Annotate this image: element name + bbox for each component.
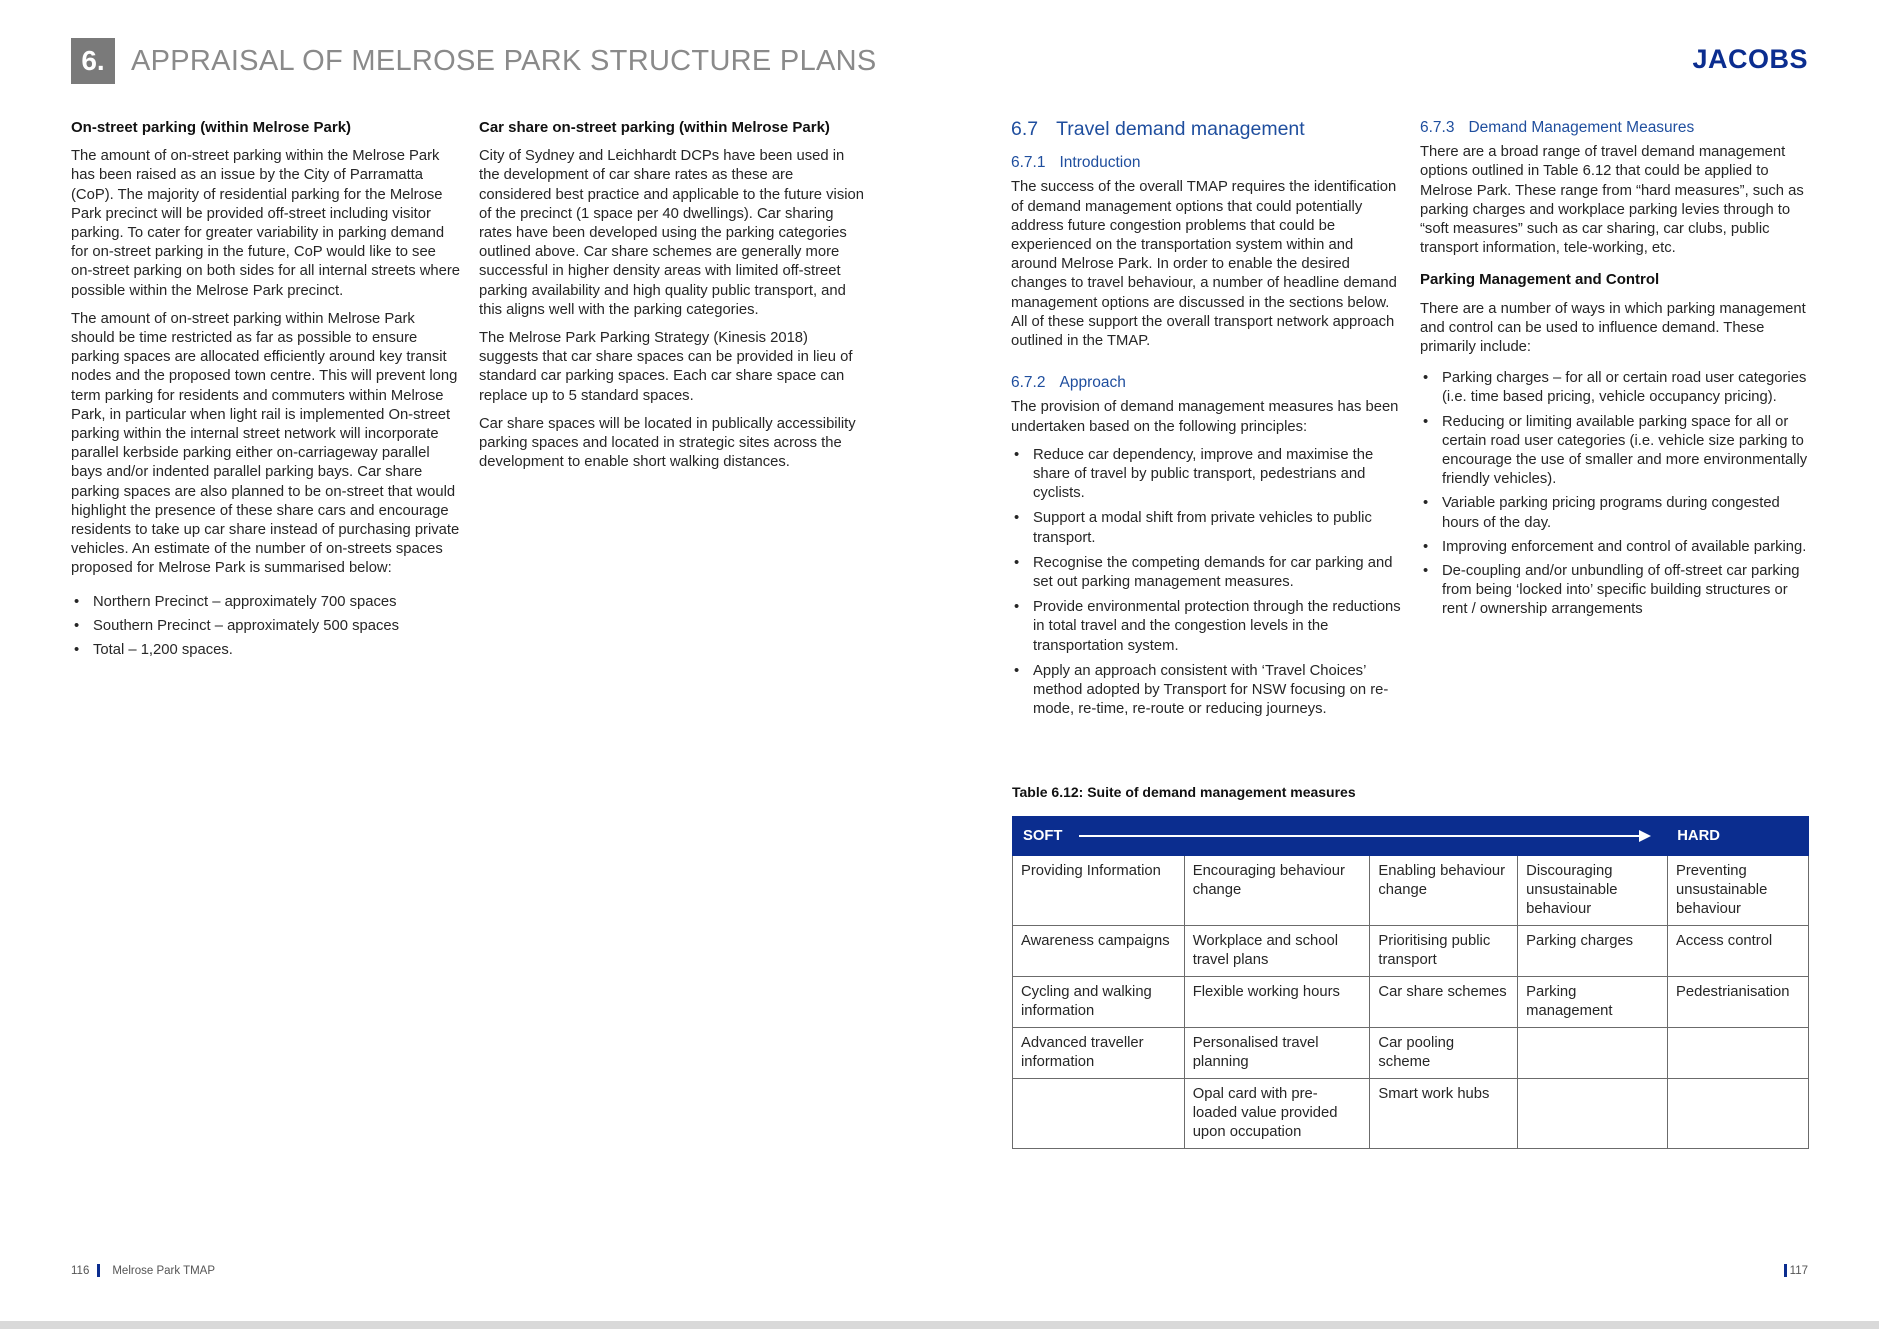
column-car-share: [479, 118, 864, 481]
subsection-number: 6.7.3: [1420, 119, 1455, 136]
section-heading: Car share on-street parking (within Melrose Park): [479, 119, 830, 136]
list-item: • Apply an approach consistent with ‘Travel Choices’ method adopted by Transport for NSW focusing on re-mode, re-time, re-route or reducing journeys.: [1011, 662, 1403, 720]
list-item: • Parking charges – for all or certain road user categories (i.e. time based pricing, vehicle occupancy pricing).: [1420, 369, 1812, 407]
table-cell: Advanced traveller information: [1013, 1028, 1185, 1079]
table-cell: Awareness campaigns: [1013, 926, 1185, 977]
paragraph: The Melrose Park Parking Strategy (Kinesis 2018) suggests that car share spaces can be provided in lieu of standard car parking spaces. Each car share space can replace up to 5 standard spaces.: [479, 330, 853, 404]
paragraph: There are a broad range of travel demand management options outlined in Table 6.12 that could be applied to Melrose Park. These range from “hard measures”, such as parking charges and workplace parking levies through to “soft measures” such as car sharing, car clubs, public transport information, tele-working, etc.: [1420, 144, 1804, 257]
bullet-list: [71, 593, 461, 661]
table-cell: Enabling behaviour change: [1370, 856, 1518, 926]
table-cell: Pedestrianisation: [1668, 977, 1809, 1028]
table-row: [1013, 977, 1809, 1028]
table-cell: Opal card with pre-loaded value provided upon occupation: [1184, 1079, 1370, 1149]
table-cell: Preventing unsustainable behaviour: [1668, 856, 1809, 926]
footer-divider: [1784, 1264, 1787, 1277]
document-title: Melrose Park TMAP: [112, 1264, 216, 1277]
footer-right: [1784, 1264, 1808, 1277]
table-cell: Discouraging unsustainable behaviour: [1518, 856, 1668, 926]
table-caption: Table 6.12: Suite of demand management measures: [1012, 784, 1356, 800]
section-heading: Parking Management and Control: [1420, 271, 1660, 289]
subsection-title: Introduction: [1059, 154, 1141, 172]
page-number: 117: [1789, 1264, 1808, 1277]
chapter-header: [71, 38, 877, 84]
paragraph: There are a number of ways in which parking management and control can be used to influence demand. These primarily include:: [1420, 300, 1806, 356]
table-cell: Prioritising public transport: [1370, 926, 1518, 977]
footer-left: [71, 1264, 215, 1277]
table-cell: [1668, 1028, 1809, 1079]
table-cell: Parking charges: [1518, 926, 1668, 977]
section-title: Travel demand management: [1056, 118, 1305, 140]
table-cell: Car share schemes: [1370, 977, 1518, 1028]
column-demand-measures: [1420, 118, 1812, 625]
table-cell: Encouraging behaviour change: [1184, 856, 1370, 926]
arrow-right-icon: [1079, 835, 1647, 837]
table-cell: Access control: [1668, 926, 1809, 977]
chapter-title: APPRAISAL OF MELROSE PARK STRUCTURE PLANS: [131, 44, 877, 77]
paragraph: Car share spaces will be located in publically accessibility parking spaces and located in strategic sites across the development to enable short walking distances.: [479, 415, 856, 471]
subsection-title: Demand Management Measures: [1468, 119, 1695, 136]
table-cell: [1518, 1079, 1668, 1149]
table-cell: [1013, 1079, 1185, 1149]
list-item: • Variable parking pricing programs during congested hours of the day.: [1420, 494, 1812, 532]
list-item: • Improving enforcement and control of available parking.: [1420, 538, 1812, 557]
subsection-title: Approach: [1059, 374, 1126, 392]
paragraph: The success of the overall TMAP requires the identification of demand management options that could potentially address future congestion problems that could be experienced on the transportation system within and around Melrose Park. In order to enable the desired changes to travel behaviour, a number of headline demand management options are discussed in the sections below. All of these support the overall transport network approach outlined in the TMAP.: [1011, 179, 1397, 350]
table-cell: Personalised travel planning: [1184, 1028, 1370, 1079]
paragraph: The provision of demand management measures has been undertaken based on the following principles:: [1011, 399, 1399, 435]
table-cell: Car pooling scheme: [1370, 1028, 1518, 1079]
section-heading: On-street parking (within Melrose Park): [71, 119, 352, 136]
jacobs-logo: JACOBS: [1692, 44, 1808, 74]
paragraph: The amount of on-street parking within the Melrose Park has been raised as an issue by the City of Parramatta (CoP). The majority of residential parking for the Melrose Park precinct will be provided off-street including visitor parking. To cater for greater variability in parking demand for on-street parking in the future, CoP would like to see on-street parking on both sides for all internal streets where possible within the Melrose Park precinct.: [71, 148, 461, 299]
subsection-number: 6.7.2: [1011, 374, 1046, 392]
subsection-title-demand-measures: [1420, 118, 1812, 137]
section-title-6-7: [1011, 120, 1403, 139]
band-soft-label: SOFT: [1023, 828, 1063, 844]
list-item: • Reduce car dependency, improve and maximise the share of travel by public transport, pedestrians and cyclists.: [1011, 446, 1403, 504]
table-cell: Parking management: [1518, 977, 1668, 1028]
subsection-number: 6.7.1: [1011, 154, 1046, 172]
list-item: • Total – 1,200 spaces.: [71, 641, 461, 660]
table-cell: Flexible working hours: [1184, 977, 1370, 1028]
subsection-title-introduction: [1011, 153, 1403, 172]
table-cell: Workplace and school travel plans: [1184, 926, 1370, 977]
bullet-list: [1420, 369, 1812, 619]
list-item: • Support a modal shift from private vehicles to public transport.: [1011, 509, 1403, 547]
soft-hard-band: [1013, 817, 1809, 856]
subsection-title-approach: [1011, 373, 1403, 392]
demand-measures-table: [1012, 816, 1809, 1149]
section-number: 6.7: [1011, 118, 1039, 140]
table-row: [1013, 1079, 1809, 1149]
table-cell: [1518, 1028, 1668, 1079]
page-number: 116: [71, 1264, 90, 1277]
table-cell: Smart work hubs: [1370, 1079, 1518, 1149]
list-item: • De-coupling and/or unbundling of off-street car parking from being ‘locked into’ specific building structures or rent / ownership arrangements: [1420, 562, 1812, 620]
list-item: • Reducing or limiting available parking space for all or certain road user categories (i.e. vehicle size parking to encourage the use of smaller and more environmentally friendly vehicles).: [1420, 413, 1812, 490]
list-item: • Provide environmental protection through the reductions in total travel and the congestion levels in the transportation system.: [1011, 598, 1403, 656]
chapter-number-badge: 6.: [71, 38, 115, 84]
page-bottom-strip: [0, 1321, 1879, 1329]
list-item: • Northern Precinct – approximately 700 spaces: [71, 593, 461, 612]
table-cell: Cycling and walking information: [1013, 977, 1185, 1028]
table-row: [1013, 1028, 1809, 1079]
list-item: • Southern Precinct – approximately 500 spaces: [71, 617, 461, 636]
paragraph: City of Sydney and Leichhardt DCPs have been used in the development of car share rates as these are considered best practice and applicable to the future vision of the precinct (1 space per 40 dwellings). Car sharing rates have been developed using the parking categories outlined above. Car share schemes are generally more successful in higher density areas with limited off-street parking availability and high quality public transport, and this aligns well with the parking categories.: [479, 148, 864, 318]
list-item: • Recognise the competing demands for car parking and set out parking management measures.: [1011, 554, 1403, 592]
column-travel-demand: [1011, 118, 1403, 725]
band-hard-label: HARD: [1677, 828, 1720, 844]
table-row: [1013, 856, 1809, 926]
bullet-list: [1011, 446, 1403, 720]
footer-divider: [97, 1264, 100, 1277]
column-on-street-parking: [71, 118, 461, 665]
table-row: [1013, 926, 1809, 977]
table-cell: Providing Information: [1013, 856, 1185, 926]
paragraph: The amount of on-street parking within Melrose Park should be time restricted as far as possible to ensure parking spaces are allocated efficiently around key transit nodes and the proposed town centre. This will prevent long term parking for residents and commuters within Melrose Park, in particular when light rail is implemented On-street parking within the internal street network will incorporate parallel kerbside parking either on-carriageway parallel bays and/or indented parallel parking bays. Car share parking spaces are also planned to be on-street that would highlight the presence of these share cars and encourage residents to take up car share instead of purchasing private vehicles. An estimate of the number of on-streets spaces proposed for Melrose Park is summarised below:: [71, 310, 460, 577]
table-cell: [1668, 1079, 1809, 1149]
